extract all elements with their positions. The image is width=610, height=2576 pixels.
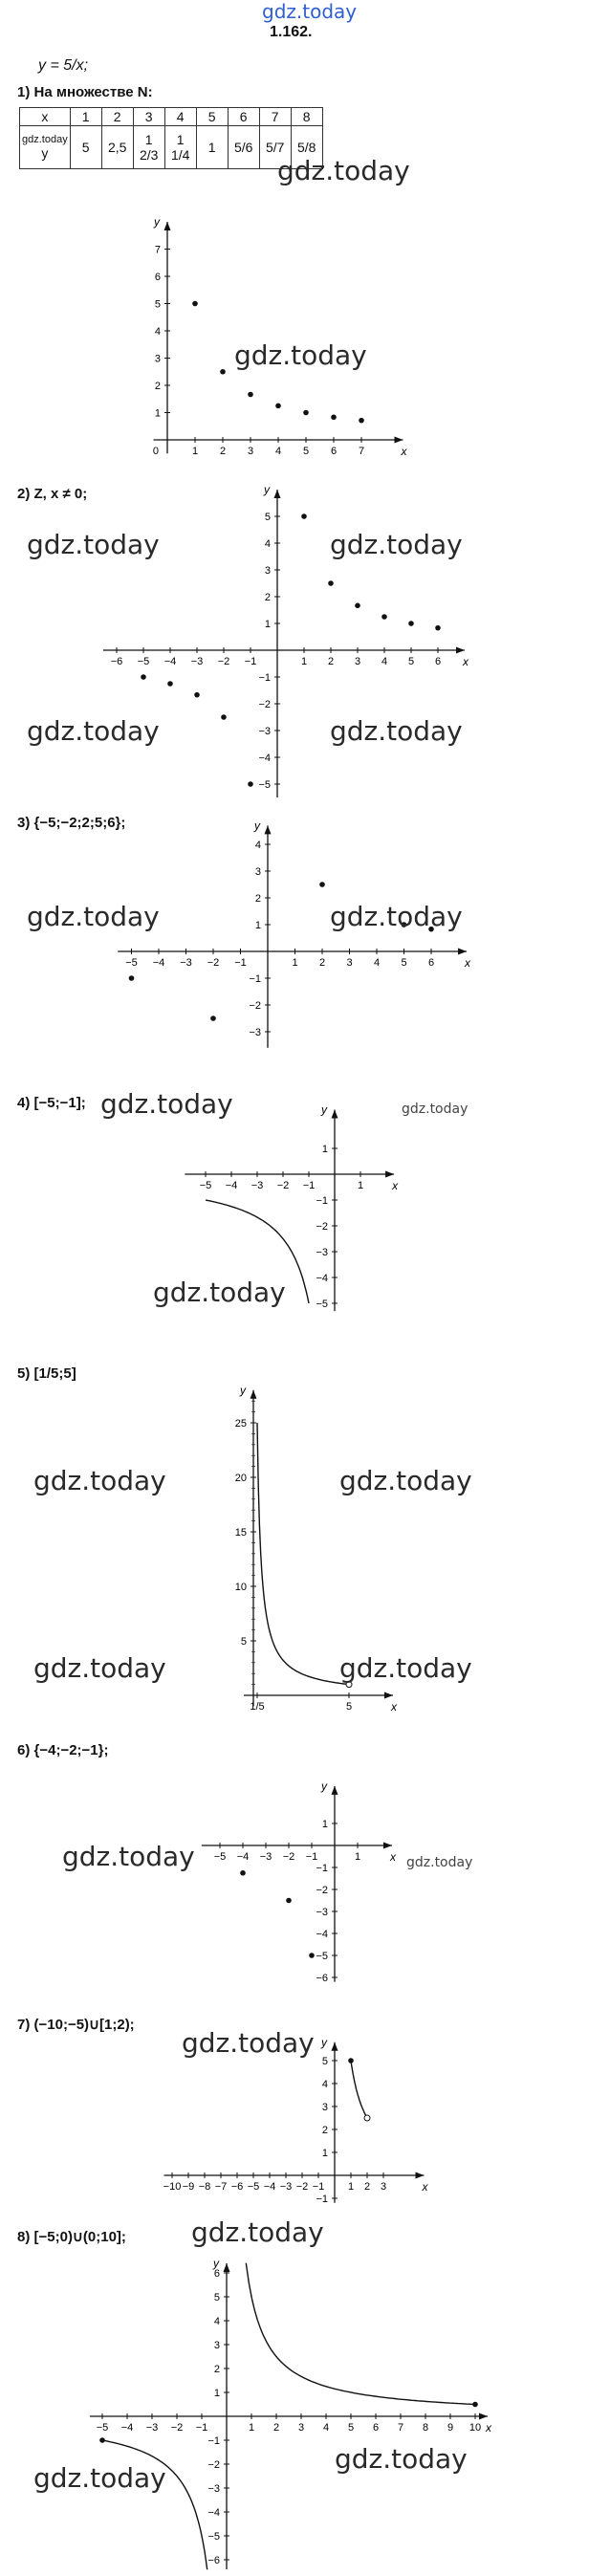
- watermark: gdz.today: [406, 1855, 473, 1870]
- x-axis-label: x: [401, 445, 407, 458]
- watermark: gdz.today: [27, 529, 160, 560]
- y-tick-label: 15: [234, 1527, 247, 1539]
- y-tick-label: −4: [316, 1273, 328, 1284]
- table-cell: 6: [228, 108, 259, 126]
- y-tick-label: −1: [258, 672, 271, 684]
- watermark: gdz.today: [33, 1465, 166, 1496]
- closed-endpoint: [472, 2402, 478, 2408]
- y-tick-label: 1: [321, 2148, 328, 2159]
- table-cell: 5: [70, 126, 101, 169]
- y-tick-label: 1: [254, 920, 261, 931]
- x-tick-label: 1: [300, 656, 308, 667]
- table-cell: x: [20, 108, 71, 126]
- table-cell: gdz.today y: [20, 126, 71, 169]
- data-point: [248, 392, 253, 398]
- x-tick-label: −2: [282, 1851, 295, 1863]
- x-tick-label: −2: [170, 2422, 184, 2434]
- x-axis-arrow: [383, 1843, 392, 1849]
- y-axis-arrow: [332, 1786, 338, 1795]
- data-point: [210, 1015, 216, 1021]
- y-tick-label: −5: [207, 2531, 220, 2543]
- watermark: gdz.today: [339, 1465, 472, 1496]
- data-point: [240, 1870, 246, 1876]
- y-tick-label: 7: [154, 244, 161, 256]
- table-cell: 1 1/4: [164, 126, 196, 169]
- part-4-label: 4) [−5;−1];: [17, 1095, 86, 1111]
- y-tick-label: 4: [254, 840, 261, 851]
- y-tick-label: −1: [249, 973, 261, 985]
- watermark: gdz.today: [182, 2027, 315, 2059]
- data-point: [167, 681, 173, 687]
- x-tick-label: −4: [225, 1180, 238, 1191]
- data-point: [301, 513, 307, 519]
- y-axis-arrow: [274, 490, 281, 498]
- x-tick-label: 3: [354, 656, 361, 667]
- y-tick-label: −3: [316, 1247, 328, 1258]
- x-tick-label: −3: [145, 2422, 159, 2434]
- x-tick-label: 4: [274, 446, 282, 457]
- y-tick-label: −3: [249, 1027, 261, 1038]
- hyperbola-branch-left: [102, 2440, 207, 2569]
- y-axis-arrow: [332, 2042, 338, 2051]
- y-tick-label: 1: [154, 407, 161, 420]
- x-tick-label: 4: [322, 2422, 330, 2434]
- y-tick-label: 1: [321, 1819, 328, 1830]
- watermark: gdz.today: [33, 2462, 166, 2494]
- x-tick-label: 7: [397, 2422, 404, 2434]
- table-cell: 5/7: [259, 126, 291, 169]
- y-tick-label: 3: [154, 353, 161, 365]
- origin-label: 0: [152, 446, 159, 457]
- x-tick-label: 1: [354, 1851, 361, 1863]
- x-tick-label: 7: [358, 446, 365, 457]
- hyperbola-branch: [257, 1423, 349, 1685]
- x-tick-label: −3: [251, 1180, 264, 1191]
- part-1-label: 1) На множестве N:: [17, 84, 153, 100]
- watermark: gdz.today: [100, 1088, 233, 1120]
- x-axis-arrow: [456, 647, 465, 654]
- open-endpoint: [364, 2115, 370, 2121]
- x-tick-label: 1: [292, 957, 298, 969]
- y-tick-label: 5: [264, 512, 271, 523]
- x-tick-label: −10: [163, 2181, 182, 2193]
- x-tick-label: −2: [295, 2181, 309, 2193]
- y-axis-label: y: [240, 1383, 246, 1397]
- x-tick-label: −5: [137, 656, 150, 667]
- x-tick-label: −4: [120, 2422, 134, 2434]
- y-axis-arrow: [164, 222, 171, 230]
- watermark: gdz.today: [402, 1102, 468, 1117]
- y-tick-label: −3: [316, 1907, 328, 1918]
- y-tick-label: −1: [207, 2435, 220, 2447]
- y-tick-label: 25: [234, 1418, 247, 1430]
- data-point: [220, 369, 226, 375]
- y-tick-label: 1: [321, 1144, 328, 1155]
- watermark: gdz.today: [153, 1277, 286, 1308]
- y-tick-label: −5: [258, 779, 271, 791]
- chart-1: [143, 196, 430, 473]
- table-cell: 4: [164, 108, 196, 126]
- y-axis-arrow: [265, 825, 272, 834]
- y-tick-label: 2: [321, 2125, 328, 2136]
- x-axis-arrow: [385, 1171, 394, 1178]
- x-axis-label: x: [486, 2421, 491, 2434]
- watermark: gdz.today: [27, 901, 160, 932]
- data-point: [192, 301, 198, 307]
- x-axis-arrow: [416, 2172, 425, 2179]
- y-tick-label: 6: [154, 272, 161, 283]
- data-point: [328, 580, 334, 586]
- y-tick-label: −5: [316, 1951, 328, 1962]
- y-tick-label: 4: [213, 2316, 220, 2327]
- x-tick-label: 6: [434, 656, 442, 667]
- watermark: gdz.today: [330, 715, 463, 747]
- y-tick-label: −2: [316, 1221, 328, 1233]
- table-cell: 3: [133, 108, 164, 126]
- y-axis-label: y: [321, 1102, 327, 1117]
- y-tick-label: 10: [234, 1582, 247, 1593]
- x-tick-label: 5: [401, 957, 407, 969]
- chart-6: [182, 1759, 421, 2008]
- x-tick-label: −5: [247, 2181, 260, 2193]
- x-tick-label: 3: [380, 2181, 387, 2193]
- y-axis-label: y: [321, 1779, 327, 1793]
- table-cell: 5/6: [228, 126, 259, 169]
- table-cell: 7: [259, 108, 291, 126]
- y-tick-label: 2: [254, 893, 261, 905]
- table-row: [20, 108, 323, 126]
- data-point: [408, 621, 414, 626]
- x-axis-label: x: [463, 655, 468, 668]
- problem-number: 1.162.: [270, 24, 313, 40]
- y-tick-label: 4: [264, 538, 271, 550]
- y-tick-label: −2: [316, 1885, 328, 1896]
- part-7-label: 7) (−10;−5)∪[1;2);: [17, 2017, 135, 2033]
- x-tick-label: 10: [468, 2422, 482, 2434]
- y-tick-label: 4: [154, 326, 161, 338]
- data-point: [435, 625, 441, 631]
- data-point: [275, 404, 281, 409]
- x-axis-label: x: [465, 956, 471, 970]
- x-tick-label: −6: [230, 2181, 244, 2193]
- x-tick-label: −5: [125, 957, 138, 969]
- part-6-label: 6) {−4;−2;−1};: [17, 1742, 109, 1758]
- x-axis-arrow: [395, 437, 403, 444]
- x-tick-label: −5: [199, 1180, 212, 1191]
- x-tick-label: 1: [191, 446, 199, 457]
- x-tick-label: 2: [327, 656, 335, 667]
- data-point: [129, 975, 135, 981]
- y-tick-label: −5: [316, 1299, 328, 1310]
- y-tick-label: −4: [316, 1929, 328, 1940]
- data-point: [381, 614, 387, 620]
- x-tick-label: −1: [302, 1180, 316, 1191]
- x-tick-label: 9: [447, 2422, 454, 2434]
- y-axis-label: y: [154, 215, 160, 229]
- y-tick-label: −6: [316, 1973, 328, 1984]
- y-tick-label: −1: [316, 1863, 328, 1874]
- part-8-label: 8) [−5;0)∪(0;10];: [17, 2229, 126, 2245]
- x-axis-arrow: [384, 1692, 393, 1699]
- data-point: [248, 781, 253, 787]
- x-tick-label: −8: [198, 2181, 211, 2193]
- x-tick-label: 4: [373, 957, 381, 969]
- data-point: [286, 1898, 292, 1904]
- table-cell: 2,5: [101, 126, 133, 169]
- watermark: gdz.today: [335, 2443, 468, 2475]
- y-tick-label: 3: [213, 2340, 220, 2351]
- x-tick-label: 2: [219, 446, 227, 457]
- y-axis-label: y: [321, 2035, 327, 2049]
- y-axis-arrow: [224, 2263, 230, 2272]
- x-axis-label: x: [391, 1700, 397, 1714]
- x-tick-label: −4: [263, 2181, 276, 2193]
- table-cell: 5: [196, 108, 228, 126]
- watermark: gdz.today: [234, 339, 367, 371]
- x-tick-label: −2: [217, 656, 230, 667]
- y-tick-label: 5: [154, 298, 161, 311]
- data-point: [141, 674, 146, 680]
- x-tick-label: −1: [234, 957, 247, 969]
- x-axis-label: x: [390, 1850, 396, 1864]
- y-tick-label: 6: [213, 2268, 220, 2280]
- y-tick-label: −1: [316, 2194, 328, 2205]
- x-tick-label: 3: [297, 2422, 305, 2434]
- y-tick-label: −2: [207, 2459, 220, 2471]
- y-tick-label: 2: [264, 592, 271, 603]
- x-tick-label: −5: [96, 2422, 109, 2434]
- chart-3: [105, 819, 488, 1071]
- x-tick-label: 6: [427, 957, 435, 969]
- x-tick-label: −3: [190, 656, 204, 667]
- x-tick-label: 2: [318, 957, 326, 969]
- y-tick-label: −4: [258, 753, 271, 764]
- data-point: [194, 692, 200, 698]
- y-tick-label: 3: [254, 866, 261, 878]
- watermark: gdz.today: [330, 529, 463, 560]
- x-tick-label: 5: [345, 1701, 353, 1713]
- x-tick-label: −4: [236, 1851, 250, 1863]
- x-axis-arrow: [479, 2413, 488, 2420]
- x-tick-label: 3: [247, 446, 254, 457]
- x-tick-label: 3: [346, 957, 353, 969]
- watermark: gdz.today: [33, 1652, 166, 1684]
- x-tick-label: −3: [279, 2181, 293, 2193]
- x-tick-label: 6: [330, 446, 338, 457]
- y-tick-label: −4: [207, 2507, 220, 2519]
- y-tick-label: 1: [264, 619, 271, 630]
- y-tick-label: 5: [321, 2056, 328, 2067]
- part-5-label: 5) [1/5;5]: [17, 1365, 76, 1382]
- y-tick-label: −2: [258, 699, 271, 710]
- watermark: gdz.today: [62, 1841, 195, 1872]
- table-cell: 8: [291, 108, 322, 126]
- x-tick-label: −2: [207, 957, 220, 969]
- part-2-label: 2) Z, x ≠ 0;: [17, 486, 88, 502]
- table-cell: 5/8: [291, 126, 322, 169]
- x-tick-label: −4: [163, 656, 177, 667]
- data-point: [303, 410, 309, 416]
- watermark: gdz.today: [330, 901, 463, 932]
- y-tick-label: 3: [321, 2102, 328, 2113]
- part-3-label: 3) {−5;−2;2;5;6};: [17, 815, 126, 831]
- x-tick-label: 5: [302, 446, 310, 457]
- hyperbola-branch-right: [246, 2263, 475, 2405]
- x-tick-label: −3: [259, 1851, 272, 1863]
- x-tick-label: −4: [152, 957, 165, 969]
- y-tick-label: 2: [213, 2364, 220, 2375]
- y-tick-label: 3: [264, 565, 271, 577]
- y-tick-label: 5: [213, 2292, 220, 2303]
- y-tick-label: 20: [234, 1473, 247, 1484]
- x-axis-label: x: [422, 2180, 428, 2194]
- site-header[interactable]: gdz.today: [262, 0, 358, 23]
- y-tick-label: 5: [240, 1636, 247, 1648]
- data-point: [355, 603, 360, 609]
- data-point: [309, 1953, 315, 1958]
- closed-endpoint: [99, 2437, 105, 2443]
- y-tick-label: 1: [213, 2388, 220, 2399]
- x-tick-label: 8: [422, 2422, 429, 2434]
- table-cell-watermark: gdz.today: [22, 134, 68, 145]
- x-tick-label: −2: [276, 1180, 290, 1191]
- x-tick-label: 1: [347, 2181, 355, 2193]
- x-tick-label: −3: [180, 957, 192, 969]
- y-axis-label: y: [264, 483, 270, 496]
- x-tick-label: 6: [372, 2422, 380, 2434]
- watermark: gdz.today: [277, 155, 410, 186]
- data-point: [331, 414, 337, 420]
- data-point: [221, 714, 227, 720]
- x-tick-label: −1: [305, 1851, 318, 1863]
- x-tick-label: −7: [214, 2181, 228, 2193]
- x-tick-label: −1: [195, 2422, 208, 2434]
- x-axis-label: x: [392, 1179, 399, 1192]
- x-tick-label: 1/5: [250, 1701, 265, 1713]
- y-axis-arrow: [332, 1110, 338, 1119]
- x-tick-label: −9: [182, 2181, 195, 2193]
- x-tick-label: −1: [244, 656, 257, 667]
- watermark: gdz.today: [27, 715, 160, 747]
- data-point: [359, 418, 364, 424]
- x-tick-label: 1: [248, 2422, 255, 2434]
- y-axis-label: y: [213, 2257, 219, 2270]
- data-point: [319, 882, 325, 887]
- y-tick-label: −2: [249, 1000, 261, 1012]
- y-tick-label: −6: [207, 2555, 220, 2566]
- y-tick-label: −3: [258, 726, 271, 737]
- watermark: gdz.today: [339, 1652, 472, 1684]
- x-tick-label: 5: [347, 2422, 355, 2434]
- y-tick-label: −3: [207, 2483, 220, 2495]
- y-tick-label: 2: [154, 381, 161, 392]
- y-axis-label: y: [254, 819, 260, 833]
- hyperbola-branch: [351, 2061, 367, 2118]
- table-cell: 1 2/3: [133, 126, 164, 169]
- x-tick-label: −1: [312, 2181, 325, 2193]
- x-axis-arrow: [458, 949, 467, 955]
- x-tick-label: 2: [363, 2181, 371, 2193]
- table-cell: 1: [196, 126, 228, 169]
- table-cell: 2: [101, 108, 133, 126]
- closed-endpoint: [348, 2058, 354, 2063]
- x-tick-label: −6: [110, 656, 123, 667]
- y-axis-arrow: [251, 1390, 257, 1399]
- x-tick-label: 1: [357, 1180, 364, 1191]
- y-tick-label: −1: [316, 1195, 328, 1207]
- x-tick-label: −5: [213, 1851, 227, 1863]
- x-tick-label: 5: [407, 656, 415, 667]
- watermark: gdz.today: [191, 2216, 324, 2248]
- x-tick-label: 2: [272, 2422, 280, 2434]
- table-cell: 1: [70, 108, 101, 126]
- y-tick-label: 4: [321, 2079, 328, 2090]
- x-tick-label: 4: [381, 656, 388, 667]
- formula: y = 5/x;: [38, 57, 89, 74]
